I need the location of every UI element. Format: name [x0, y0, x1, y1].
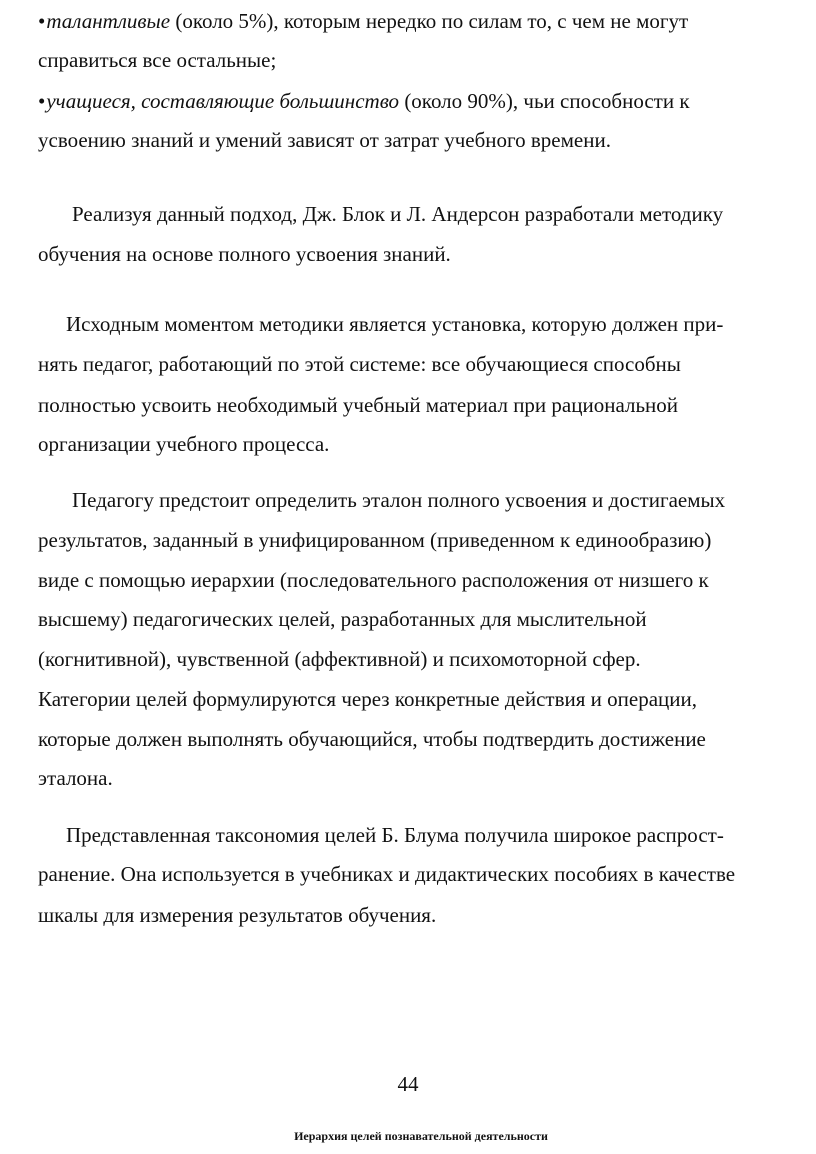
paragraph-line: результатов, заданный в унифицированном (приведенном к единообразию) — [38, 528, 712, 552]
paragraph-line: полностью усвоить необходимый учебный материал при рациональной — [38, 393, 678, 417]
paragraph-line: организации учебного процесса. — [38, 432, 330, 456]
section-heading: Иерархия целей познавательной деятельности — [294, 1129, 548, 1143]
paragraph-line: Представленная таксономия целей Б. Блума получила широкое распрост- — [66, 823, 724, 847]
bullet-text: (около 90%), чьи способности к — [399, 89, 690, 113]
bullet-term: талантливые — [46, 9, 171, 33]
page-number: 44 — [397, 1072, 419, 1096]
paragraph-line: которые должен выполнять обучающийся, чтобы подтвердить достижение — [38, 727, 706, 751]
bullet-marker: • — [38, 9, 46, 33]
text-line: справиться все остальные; — [38, 48, 277, 72]
paragraph-line: Реализуя данный подход, Дж. Блок и Л. Андерсон разработали методику — [72, 202, 724, 226]
paragraph-line: Исходным моментом методики является установка, которую должен при- — [66, 312, 724, 336]
paragraph-line: высшему) педагогических целей, разработанных для мыслительной — [38, 607, 647, 631]
paragraph-line: шкалы для измерения результатов обучения. — [38, 903, 437, 927]
paragraph-line: нять педагог, работающий по этой системе: все обучающиеся способны — [38, 352, 681, 376]
bullet-item-talented — [38, 11, 688, 32]
paragraph-line: (когнитивной), чувственной (аффективной) и психомоторной сфер. — [38, 647, 641, 671]
paragraph-line: ранение. Она используется в учебниках и дидактических пособиях в качестве — [38, 862, 736, 886]
text-line: усвоению знаний и умений зависят от затрат учебного времени. — [38, 128, 611, 152]
bullet-item-majority — [38, 91, 690, 112]
paragraph-line: Педагогу предстоит определить эталон полного усвоения и достигаемых — [72, 488, 726, 512]
bullet-marker: • — [38, 89, 46, 113]
paragraph-line: виде с помощью иерархии (последовательного расположения от низшего к — [38, 568, 709, 592]
paragraph-line: Категории целей формулируются через конкретные действия и операции, — [38, 687, 697, 711]
bullet-text: (около 5%), которым нередко по силам то, с чем не могут — [170, 9, 689, 33]
paragraph-line: обучения на основе полного усвоения знаний. — [38, 242, 451, 266]
bullet-term: учащиеся, составляющие большинство — [46, 89, 400, 113]
paragraph-line: эталона. — [38, 766, 113, 790]
